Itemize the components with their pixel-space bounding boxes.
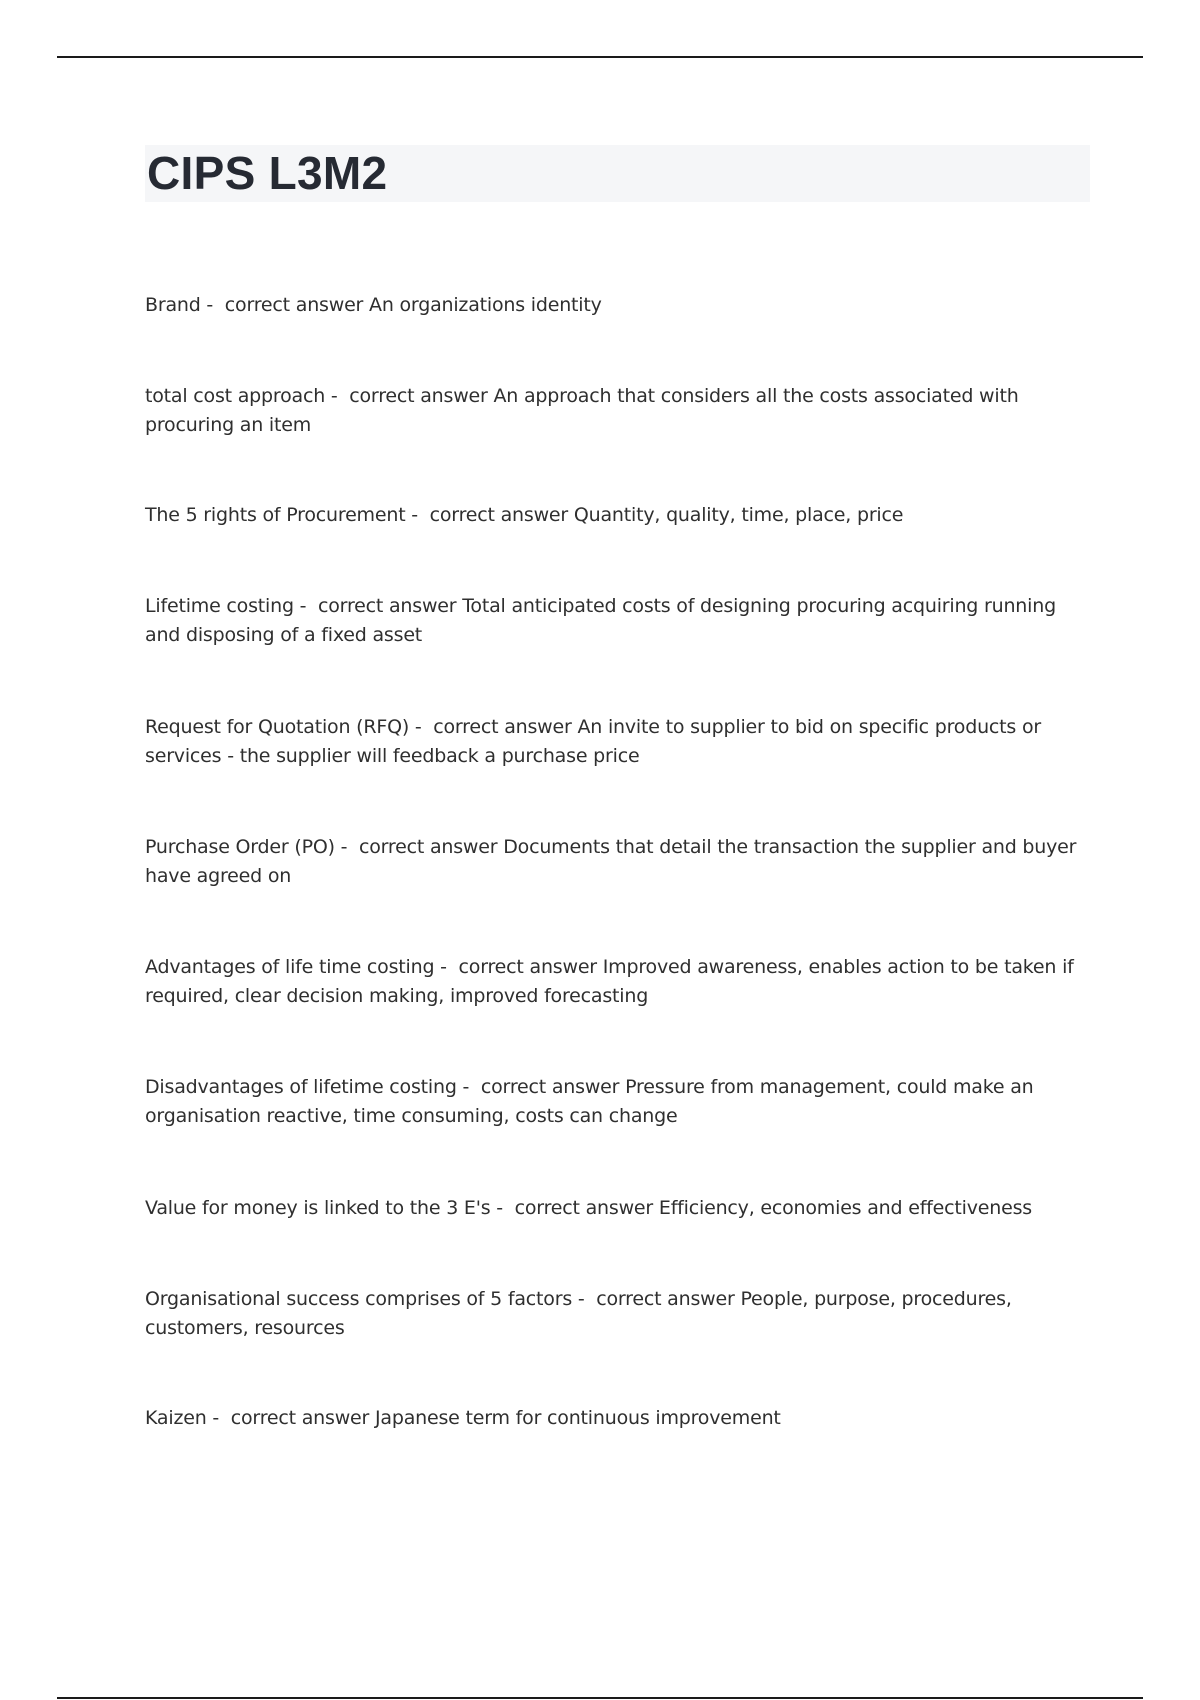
- qa-term: Brand: [145, 294, 201, 316]
- qa-item-advantages-ltc: [145, 953, 1090, 1011]
- qa-answer: Improved awareness, enables action to be taken if required, clear decision making, improved forecasting: [145, 956, 1074, 1007]
- qa-answer: Total anticipated costs of designing procuring acquiring running and disposing of a fixed asset: [145, 595, 1056, 646]
- qa-separator: -: [572, 1288, 597, 1310]
- qa-term: Lifetime costing: [145, 595, 294, 617]
- qa-item-lifetime-costing: [145, 592, 1090, 650]
- qa-answer: Efficiency, economies and effectiveness: [658, 1197, 1032, 1219]
- qa-answer: Documents that detail the transaction the supplier and buyer have agreed on: [145, 836, 1077, 887]
- qa-answer: An invite to supplier to bid on specific products or services - the supplier will feedback a purchase price: [145, 716, 1041, 767]
- qa-answer: Quantity, quality, time, place, price: [573, 504, 904, 526]
- header-rule: [57, 56, 1143, 58]
- footer-rule: [57, 1697, 1143, 1699]
- qa-separator: -: [293, 595, 318, 617]
- qa-term: Purchase Order (PO): [145, 836, 335, 858]
- qa-answer-prefix: correct answer: [224, 294, 364, 316]
- qa-answer-prefix: correct answer: [514, 1197, 654, 1219]
- qa-answer-prefix: correct answer: [318, 595, 457, 617]
- qa-item-value-for-money: [145, 1194, 1090, 1223]
- qa-term: Value for money is linked to the 3 E's: [145, 1197, 491, 1219]
- qa-separator: -: [434, 956, 459, 978]
- qa-answer-prefix: correct answer: [433, 716, 572, 738]
- qa-item-kaizen: [145, 1404, 1090, 1433]
- qa-separator: -: [325, 385, 350, 407]
- qa-separator: -: [334, 836, 359, 858]
- qa-item-disadvantages-ltc: [145, 1073, 1090, 1131]
- qa-term: Request for Quotation (RFQ): [145, 716, 410, 738]
- qa-term: Advantages of life time costing: [145, 956, 435, 978]
- qa-term: Organisational success comprises of 5 factors: [145, 1288, 573, 1310]
- qa-term: Kaizen: [145, 1407, 207, 1429]
- qa-answer-prefix: correct answer: [349, 385, 488, 407]
- qa-term: total cost approach: [145, 385, 326, 407]
- qa-answer-prefix: correct answer: [458, 956, 597, 978]
- qa-item-purchase-order: [145, 833, 1090, 891]
- qa-separator: -: [490, 1197, 515, 1219]
- qa-separator: -: [456, 1076, 481, 1098]
- qa-separator: -: [206, 1407, 231, 1429]
- qa-answer: An organizations identity: [369, 294, 602, 316]
- qa-answer-prefix: correct answer: [230, 1407, 370, 1429]
- qa-answer-prefix: correct answer: [596, 1288, 735, 1310]
- qa-separator: -: [409, 716, 434, 738]
- qa-item-brand: [145, 291, 1090, 320]
- qa-answer-prefix: correct answer: [358, 836, 498, 858]
- qa-answer-prefix: correct answer: [480, 1076, 620, 1098]
- qa-answer: Japanese term for continuous improvement: [375, 1407, 781, 1429]
- qa-separator: -: [405, 504, 430, 526]
- qa-item-organisational-success: [145, 1285, 1090, 1343]
- qa-item-5-rights: [145, 501, 1090, 530]
- qa-separator: -: [200, 294, 225, 316]
- qa-item-rfq: [145, 713, 1090, 771]
- title-band: [145, 145, 1090, 202]
- qa-term: Disadvantages of lifetime costing: [145, 1076, 457, 1098]
- qa-answer: Pressure from management, could make an organisation reactive, time consuming, costs can change: [145, 1076, 1034, 1127]
- qa-term: The 5 rights of Procurement: [145, 504, 406, 526]
- qa-item-total-cost-approach: [145, 382, 1090, 440]
- qa-answer: An approach that considers all the costs associated with procuring an item: [145, 385, 1019, 436]
- qa-answer-prefix: correct answer: [429, 504, 569, 526]
- qa-answer: People, purpose, procedures, customers, resources: [145, 1288, 1012, 1339]
- page-title: CIPS L3M2: [147, 147, 388, 199]
